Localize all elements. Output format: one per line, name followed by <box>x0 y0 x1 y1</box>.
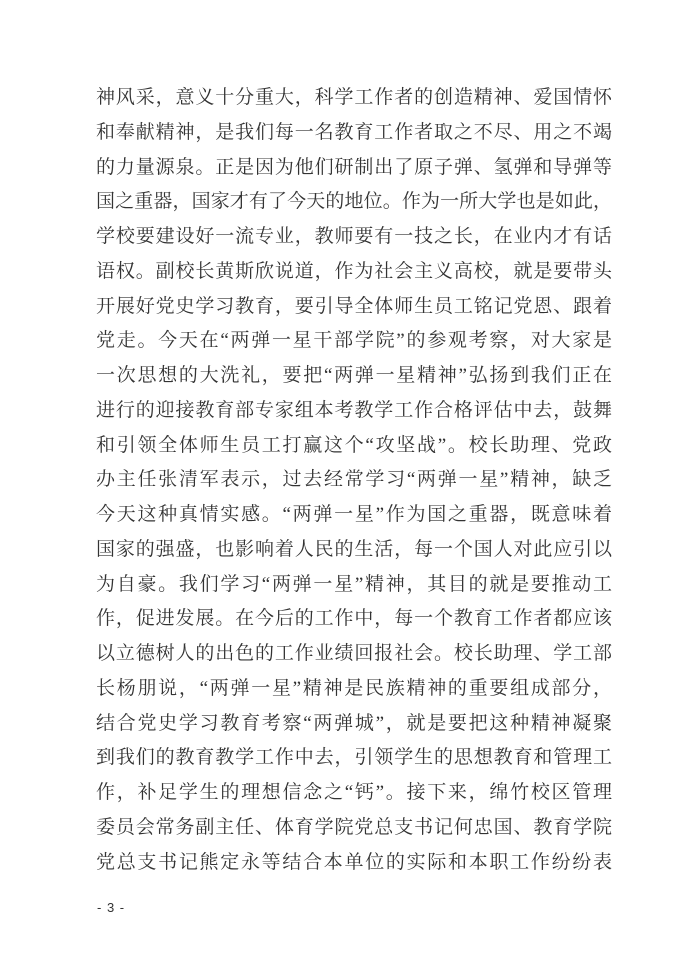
text-line: 今天这种真情实感。“两弹一星”作为国之重器，既意味着 <box>96 504 612 525</box>
text-line: 委员会常务副主任、体育学院党总支书记何忠国、教育学院 <box>96 816 612 838</box>
text-line: 语权。副校长黄斯欣说道，作为社会主义高校，就是要带头 <box>96 260 612 282</box>
text-line: 党总支书记熊定永等结合本单位的实际和本职工作纷纷表 <box>96 851 612 873</box>
text-line: 学校要建设好一流专业，教师要有一技之长，在业内才有话 <box>96 226 612 247</box>
text-line: 作，补足学生的理想信念之“钙”。接下来，绵竹校区管理 <box>96 782 612 803</box>
page-number: - 3 - <box>97 900 126 915</box>
text-line: 国家的强盛，也影响着人民的生活，每一个国人对此应引以 <box>96 538 612 560</box>
text-line: 一次思想的大洗礼，要把“两弹一星精神”弘扬到我们正在 <box>96 365 612 386</box>
text-line: 党走。今天在“两弹一星干部学院”的参观考察，对大家是 <box>96 330 612 352</box>
text-line: 以立德树人的出色的工作业绩回报社会。校长助理、学工部 <box>96 643 612 664</box>
text-line: 为自豪。我们学习“两弹一星”精神，其目的就是要推动工 <box>96 573 612 595</box>
text-line: 到我们的教育教学工作中去，引领学生的思想教育和管理工 <box>96 747 612 769</box>
document-body <box>96 81 612 880</box>
text-line: 办主任张清军表示，过去经常学习“两弹一星”精神，缺乏 <box>96 469 612 491</box>
text-line: 进行的迎接教育部专家组本考教学工作合格评估中去，鼓舞 <box>96 399 612 421</box>
text-line: 的力量源泉。正是因为他们研制出了原子弹、氢弹和导弹等 <box>96 156 612 178</box>
text-line: 和奉献精神，是我们每一名教育工作者取之不尽、用之不竭 <box>96 121 612 143</box>
text-line: 神风采，意义十分重大，科学工作者的创造精神、爱国情怀 <box>96 87 612 108</box>
text-line: 作，促进发展。在今后的工作中，每一个教育工作者都应该 <box>96 608 612 630</box>
text-line: 开展好党史学习教育，要引导全体师生员工铭记党恩、跟着 <box>96 295 612 317</box>
text-line: 和引领全体师生员工打赢这个“攻坚战”。校长助理、党政 <box>96 434 612 456</box>
text-line: 长杨朋说，“两弹一星”精神是民族精神的重要组成部分， <box>96 677 612 699</box>
text-line: 国之重器，国家才有了今天的地位。作为一所大学也是如此， <box>96 191 612 213</box>
text-line: 结合党史学习教育考察“两弹城”，就是要把这种精神凝聚 <box>96 712 612 734</box>
